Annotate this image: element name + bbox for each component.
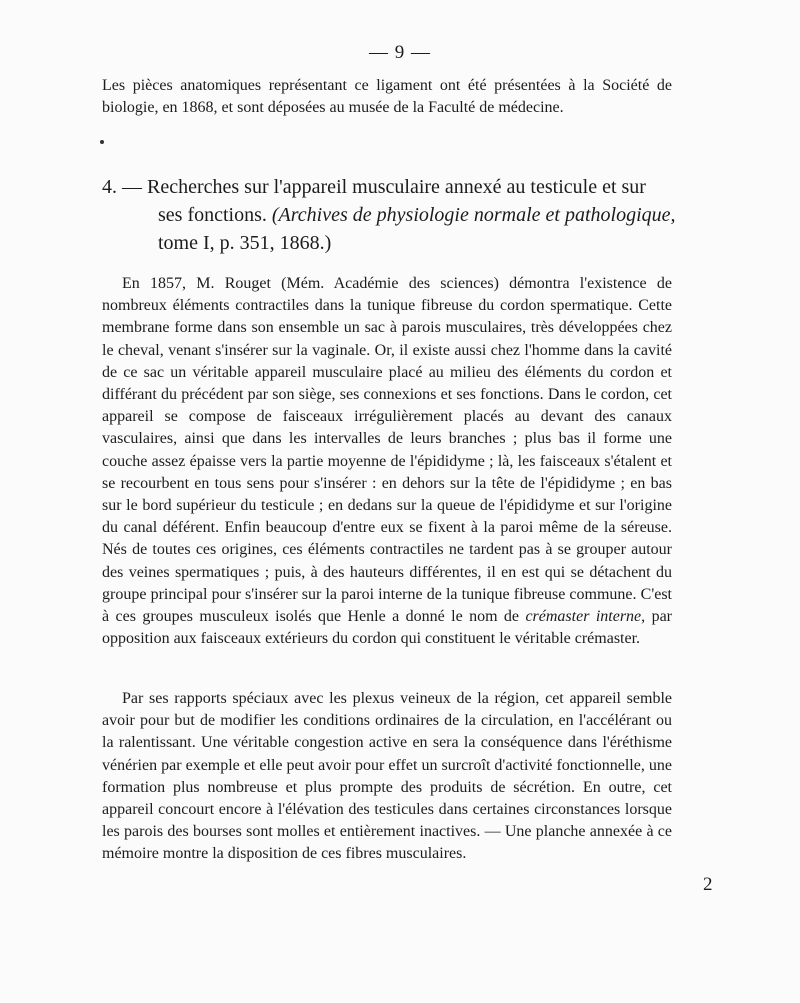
page-number: — 9 — [369, 42, 431, 63]
section-heading-line-1 [102, 173, 672, 201]
section-heading-line-3 [102, 229, 672, 257]
section-title-line-2: ses fonctions. [158, 204, 267, 226]
section-reference-details: tome I, p. 351, 1868.) [158, 232, 332, 254]
section-heading-line-2 [102, 201, 676, 229]
section-reference: (Archives de physiologie normale et pathologique, [271, 204, 676, 226]
body-paragraph-2: Par ses rapports spéciaux avec les plexus veineux de la région, cet appareil semble avoir pour but de modifier les conditions ordinaires de la circulation, en l'accélérant ou la ralentissant. Une véritable congestion active en sera la conséquence dans l'éréthisme vénérien par exemple et elle peut avoir pour effet un surcroît d'activité fonctionnelle, une formation plus nombreuse et plus prompte des produits de sécrétion. En outre, cet appareil concourt encore à l'élévation des testicules dans certaines circonstances lorsque les parois des bourses sont molles et entièrement inactives. — Une planche annexée à ce mémoire montre la disposition de ces fibres musculaires. [102, 690, 672, 863]
intro-paragraph: Les pièces anatomiques représentant ce ligament ont été présentées à la Société de biologie, en 1868, et sont déposées au musée de la Faculté de médecine. [102, 77, 672, 117]
body-paragraph-1-end: , par opposition aux faisceaux extérieurs du cordon qui constituent le véritable crémaster. [102, 608, 672, 648]
body-paragraph-1-text: En 1857, M. Rouget (Mém. Académie des sciences) démontra l'existence de nombreux éléments contractiles dans la tunique fibreuse du cordon spermatique. Cette membrane forme dans son ensemble un sac à parois musculaires, très développées chez le cheval, venant s'insérer sur la vaginale. Or, il existe aussi chez l'homme dans la cavité de ce sac un véritable appareil musculaire placé au milieu des éléments du cordon et différant du précédent par son siège, ses connexions et ses fonctions. Dans le cordon, cet appareil se compose de faisceaux irrégulièrement placés au devant des canaux vasculaires, ainsi que dans les intervalles de leurs branches ; plus bas il forme une couche assez épaisse vers la partie moyenne de l'épididyme ; là, les faisceaux s'étalent et se recourbent en tous sens pour s'insérer : en dehors sur la tête de l'épididyme ; en bas sur le bord supérieur du testicule ; en dedans sur la queue de l'épididyme et sur l'origine du canal déférent. Enfin beaucoup d'entre eux se fixent à la paroi même de la séreuse. Nés de toutes ces origines, ces éléments contractiles ne tardent pas à se grouper autour des veines spermatiques ; puis, à des hauteurs différentes, il en est qui se détachent du groupe principal pour s'insérer sur la paroi interne de la tunique fibreuse commune. C'est à ces groupes musculeux isolés que Henle a donné le nom de [102, 275, 672, 626]
section-heading [102, 173, 676, 257]
section-title-line-1: Recherches sur l'appareil musculaire annexé au testicule et sur [147, 176, 646, 198]
body-paragraph-1 [102, 273, 672, 650]
stray-ink-mark [100, 140, 104, 144]
signature-mark: 2 [703, 874, 713, 895]
section-number: 4. — [102, 176, 142, 198]
body-paragraph-1-italic-term: crémaster interne [525, 608, 642, 626]
